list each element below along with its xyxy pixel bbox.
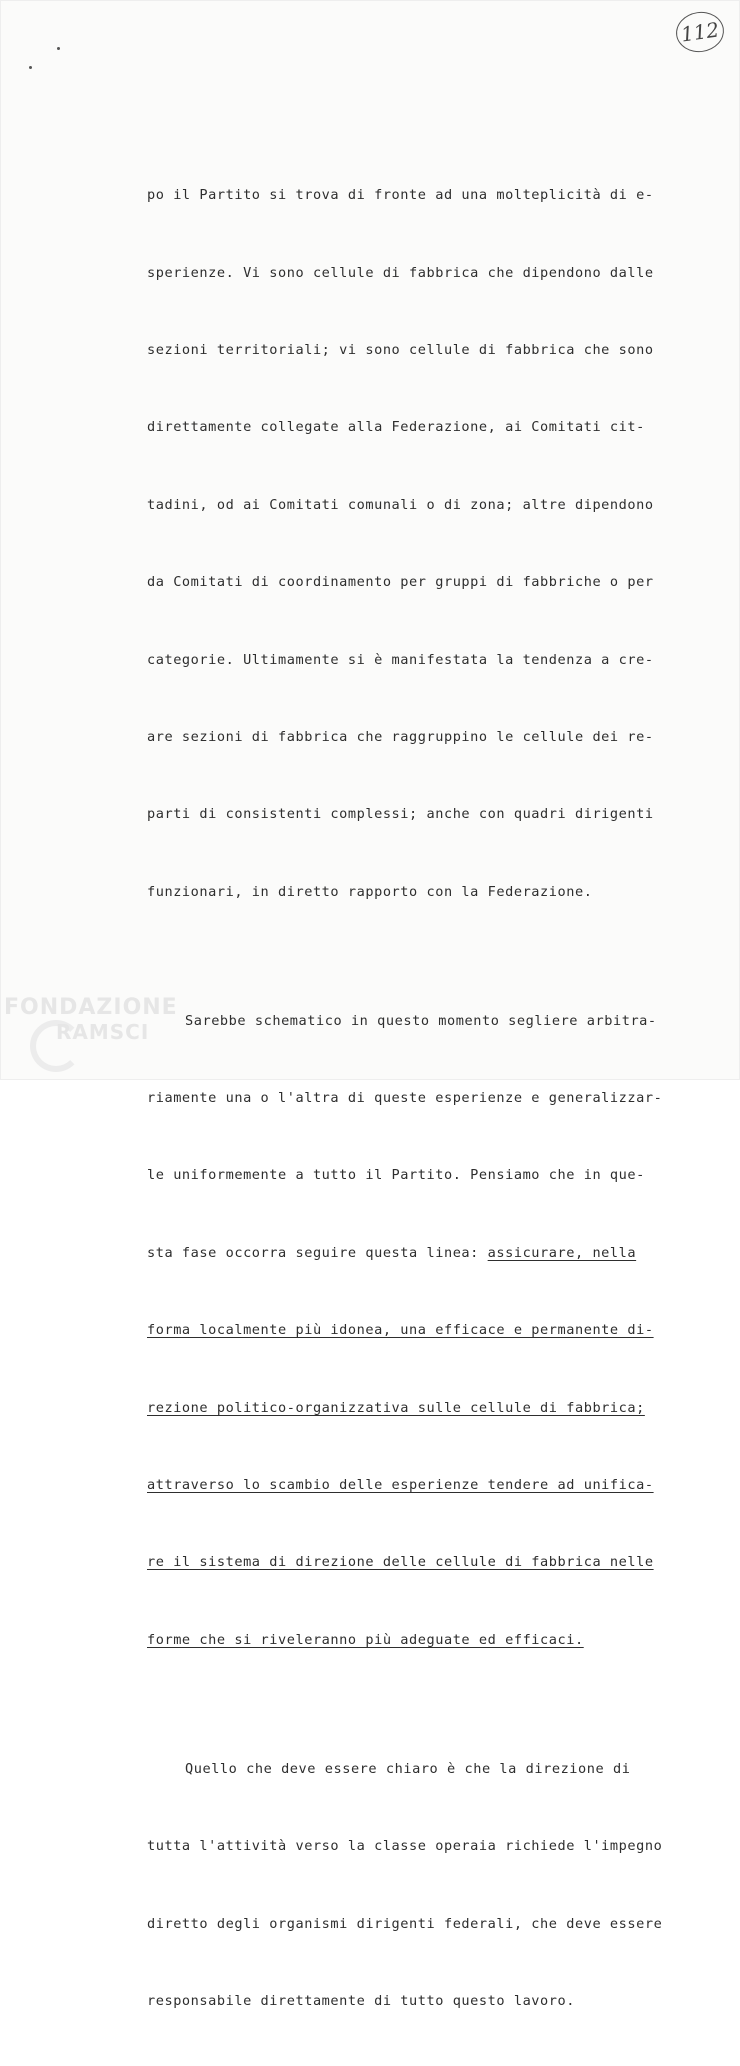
page-number-stamp: 112 xyxy=(673,9,726,55)
text-line-mixed xyxy=(147,1241,667,1267)
text-line: diretto degli organismi dirigenti federali, che deve essere xyxy=(147,1915,663,1932)
paper-speck xyxy=(29,66,32,69)
text-line: Quello che deve essere chiaro è che la direzione di xyxy=(185,1760,631,1777)
text-line: direttamente collegate alla Federazione, ai Comitati cit- xyxy=(147,419,645,436)
text-line-underlined: forma localmente più idonea, una efficace e permanente di- xyxy=(147,1322,654,1339)
text-line: tutta l'attività verso la classe operaia richiede l'impegno xyxy=(147,1838,663,1855)
text-line: da Comitati di coordinamento per gruppi di fabbriche o per xyxy=(147,574,654,591)
text-line: riamente una o l'altra di queste esperienze e generalizzar- xyxy=(147,1090,663,1107)
text-line: responsabile direttamente di tutto questo lavoro. xyxy=(147,1992,575,2009)
text-line: sezioni territoriali; vi sono cellule di fabbrica che sono xyxy=(147,341,654,358)
underlined-segment: assicurare, nella xyxy=(487,1244,637,1261)
text-line: tadini, od ai Comitati comunali o di zona; altre dipendono xyxy=(147,496,654,513)
text-line: categorie. Ultimamente si è manifestata la tendenza a cre- xyxy=(147,651,654,668)
text-segment: sta fase occorra seguire questa linea: xyxy=(147,1244,488,1261)
text-line-underlined: forme che si riveleranno più adeguate ed efficaci. xyxy=(147,1631,584,1648)
text-line: sperienze. Vi sono cellule di fabbrica che dipendono dalle xyxy=(147,264,654,281)
text-line: Sarebbe schematico in questo momento segliere arbitra- xyxy=(185,1012,657,1029)
text-line: le uniformemente a tutto il Partito. Pensiamo che in que- xyxy=(147,1167,645,1184)
watermark xyxy=(4,996,178,1044)
body-text xyxy=(147,80,667,2066)
text-line-underlined: attraverso lo scambio delle esperienze tendere ad unifica- xyxy=(147,1477,654,1494)
text-line: po il Partito si trova di fronte ad una molteplicità di e- xyxy=(147,187,654,204)
watermark-line-1: FONDAZIONE xyxy=(4,995,178,1020)
text-line: funzionari, in diretto rapporto con la Federazione. xyxy=(147,883,593,900)
text-line: are sezioni di fabbrica che raggruppino le cellule dei re- xyxy=(147,728,654,745)
text-line-underlined: rezione politico-organizzativa sulle cellule di fabbrica; xyxy=(147,1399,645,1416)
text-line-underlined: re il sistema di direzione delle cellule di fabbrica nelle xyxy=(147,1554,654,1571)
watermark-line-2: RAMSCI xyxy=(56,1020,150,1044)
text-line: parti di consistenti complessi; anche con quadri dirigenti xyxy=(147,806,654,823)
paper-speck xyxy=(57,47,60,50)
